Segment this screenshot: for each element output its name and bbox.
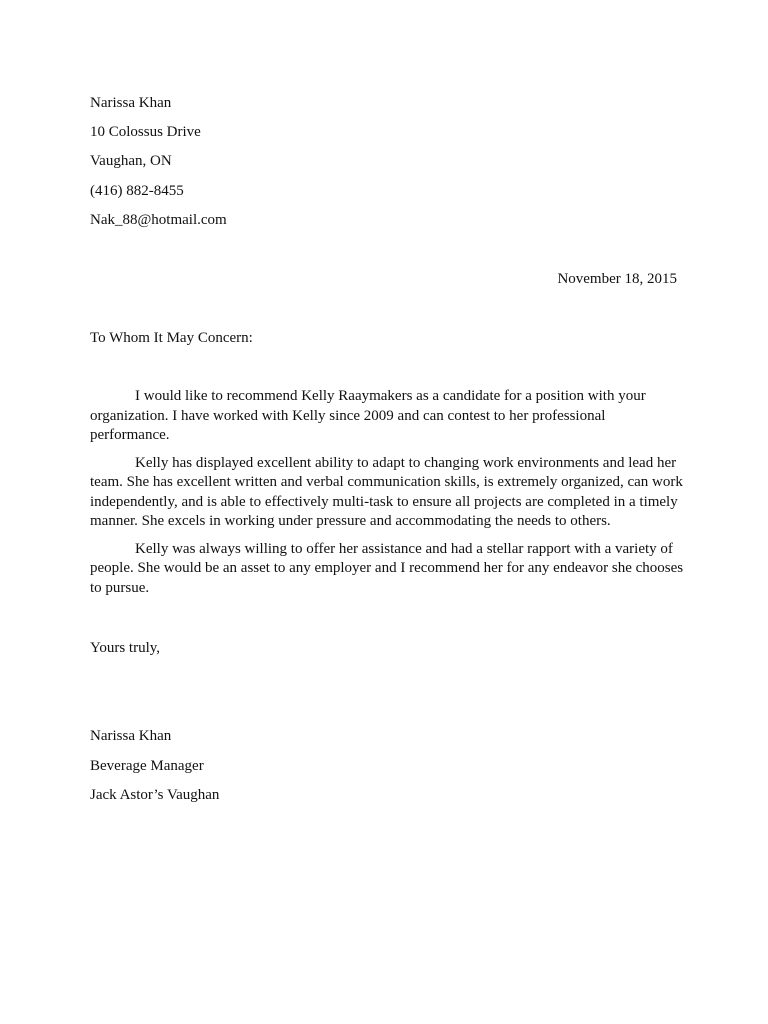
body-paragraph-1: I would like to recommend Kelly Raaymakers as a candidate for a position with your organization. I have worked with Kelly since 2009 and can contest to her professional performance. — [90, 388, 646, 443]
letter-date: November 18, 2015 — [557, 271, 677, 287]
sender-email: Nak_88@hotmail.com — [90, 212, 227, 228]
signature-title: Beverage Manager — [90, 758, 204, 774]
sender-phone: (416) 882-8455 — [90, 183, 184, 199]
sender-street: 10 Colossus Drive — [90, 124, 201, 140]
signature-name: Narissa Khan — [90, 728, 172, 744]
sender-name: Narissa Khan — [90, 95, 172, 111]
salutation: To Whom It May Concern: — [90, 330, 253, 346]
letter-body — [90, 387, 686, 606]
body-paragraph-2: Kelly has displayed excellent ability to adapt to changing work environments and lead her team. She has excellent written and verbal communication skills, is extremely organized, can work independently, and is able to effectively multi-task to ensure all projects are completed in a timely manner. She excels in working under pressure and accommodating the needs to others. — [90, 454, 683, 529]
sender-city: Vaughan, ON — [90, 153, 172, 169]
closing: Yours truly, — [90, 640, 161, 656]
signature-company: Jack Astor’s Vaughan — [90, 787, 220, 803]
body-paragraph-3: Kelly was always willing to offer her assistance and had a stellar rapport with a variety of people. She would be an asset to any employer and I recommend her for any endeavor she chooses to pursue. — [90, 540, 684, 596]
